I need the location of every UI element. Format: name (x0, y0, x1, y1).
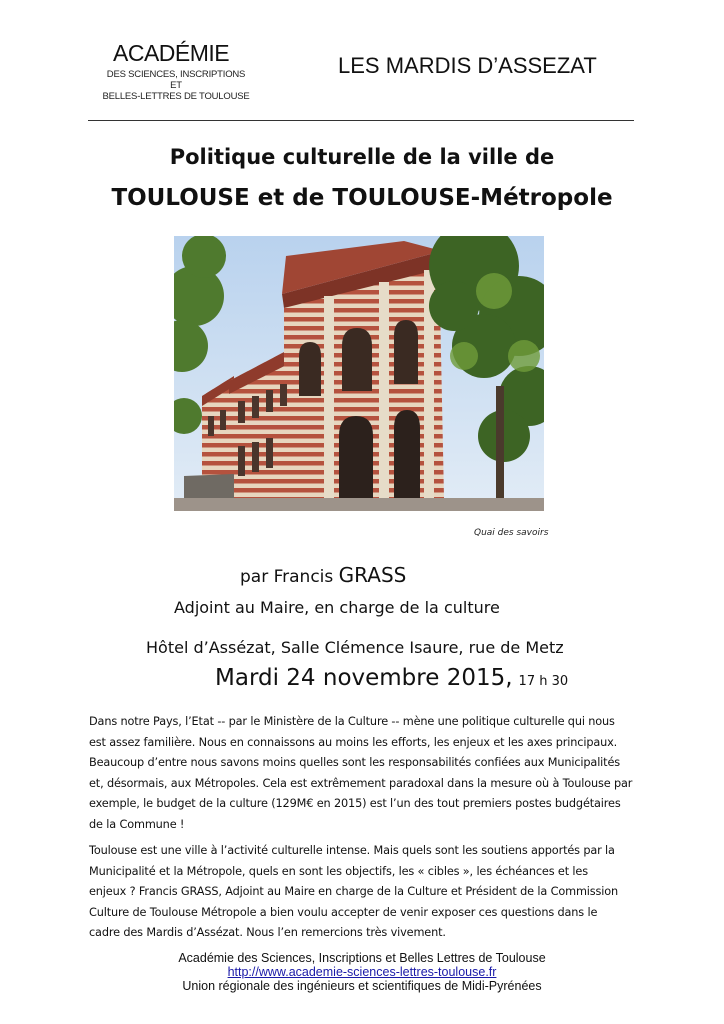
footer-website-link[interactable]: http://www.academie-sciences-lettres-toulouse.fr (227, 965, 497, 979)
lecture-title-line-1: Politique culturelle de la ville de (169, 145, 555, 169)
event-venue: Hôtel d’Assézat, Salle Clémence Isaure, rue de Metz (146, 638, 564, 657)
speaker-prefix: par Francis (240, 567, 334, 587)
academie-logo-title: ACADÉMIE (113, 40, 230, 66)
lecture-title-line-2: TOULOUSE et de TOULOUSE-Métropole (111, 185, 613, 211)
photo-caption: Quai des savoirs (474, 528, 549, 538)
paragraph-2 (89, 841, 634, 944)
academie-logo-subtitle (101, 69, 251, 102)
speaker-line (240, 563, 406, 587)
paragraph-line: Toulouse est une ville à l’activité culturelle intense. Mais quels sont les soutiens apportés par la (89, 844, 615, 857)
paragraph-line: Culture de Toulouse Métropole a bien voulu accepter de venir exposer ces questions dans le (89, 905, 598, 919)
speaker-role: Adjoint au Maire, en charge de la culture (174, 598, 500, 617)
paragraph-line: est assez familière. Nous en connaissons au moins les efforts, les enjeux et les axes principaux. (89, 735, 618, 749)
footer-union-name: Union régionale des ingénieurs et scientifiques de Midi-Pyrénées (182, 979, 542, 993)
paragraph-line: exemple, le budget de la culture (129M€ en 2015) est l’un des tout premiers postes budgétaires (89, 797, 621, 810)
event-date: Mardi 24 novembre 2015, (215, 665, 513, 691)
paragraph-line: Municipalité et la Métropole, quels en sont les objectifs, les « cibles », les échéances et les (89, 864, 588, 878)
event-time: 17 h 30 (518, 674, 569, 689)
paragraph-line: et, désormais, aux Métropoles. Cela est extrêmement paradoxal dans la mesure où à Toulouse par (89, 776, 633, 790)
footer-academy-name: Académie des Sciences, Inscriptions et Belles Lettres de Toulouse (178, 951, 546, 965)
quai-des-savoirs-photo-image (174, 236, 544, 511)
series-title: LES MARDIS D’ASSEZAT (338, 53, 597, 78)
event-date-line (215, 665, 568, 691)
paragraph-line: enjeux ? Francis GRASS, Adjoint au Maire en charge de la Culture et Président de la Commission (89, 885, 619, 898)
logo-subtitle-line-2: BELLES-LETTRES DE TOULOUSE (102, 91, 250, 102)
paragraph-1 (89, 712, 634, 835)
speaker-last-name: GRASS (338, 563, 407, 587)
logo-subtitle-line-1: DES SCIENCES, INSCRIPTIONS ET (106, 69, 246, 91)
paragraph-line: cadre des Mardis d’Assézat. Nous l’en remercions très vivement. (89, 926, 446, 939)
paragraph-line: de la Commune ! (89, 817, 185, 831)
paragraph-line: Dans notre Pays, l’Etat -- par le Ministère de la Culture -- mène une politique culturelle qui nous (89, 715, 615, 728)
paragraph-line: Beaucoup d’entre nous savons moins quelles sont les responsabilités confiées aux Municipalités (89, 756, 620, 769)
building-photo (174, 236, 544, 511)
header-divider (88, 120, 634, 121)
